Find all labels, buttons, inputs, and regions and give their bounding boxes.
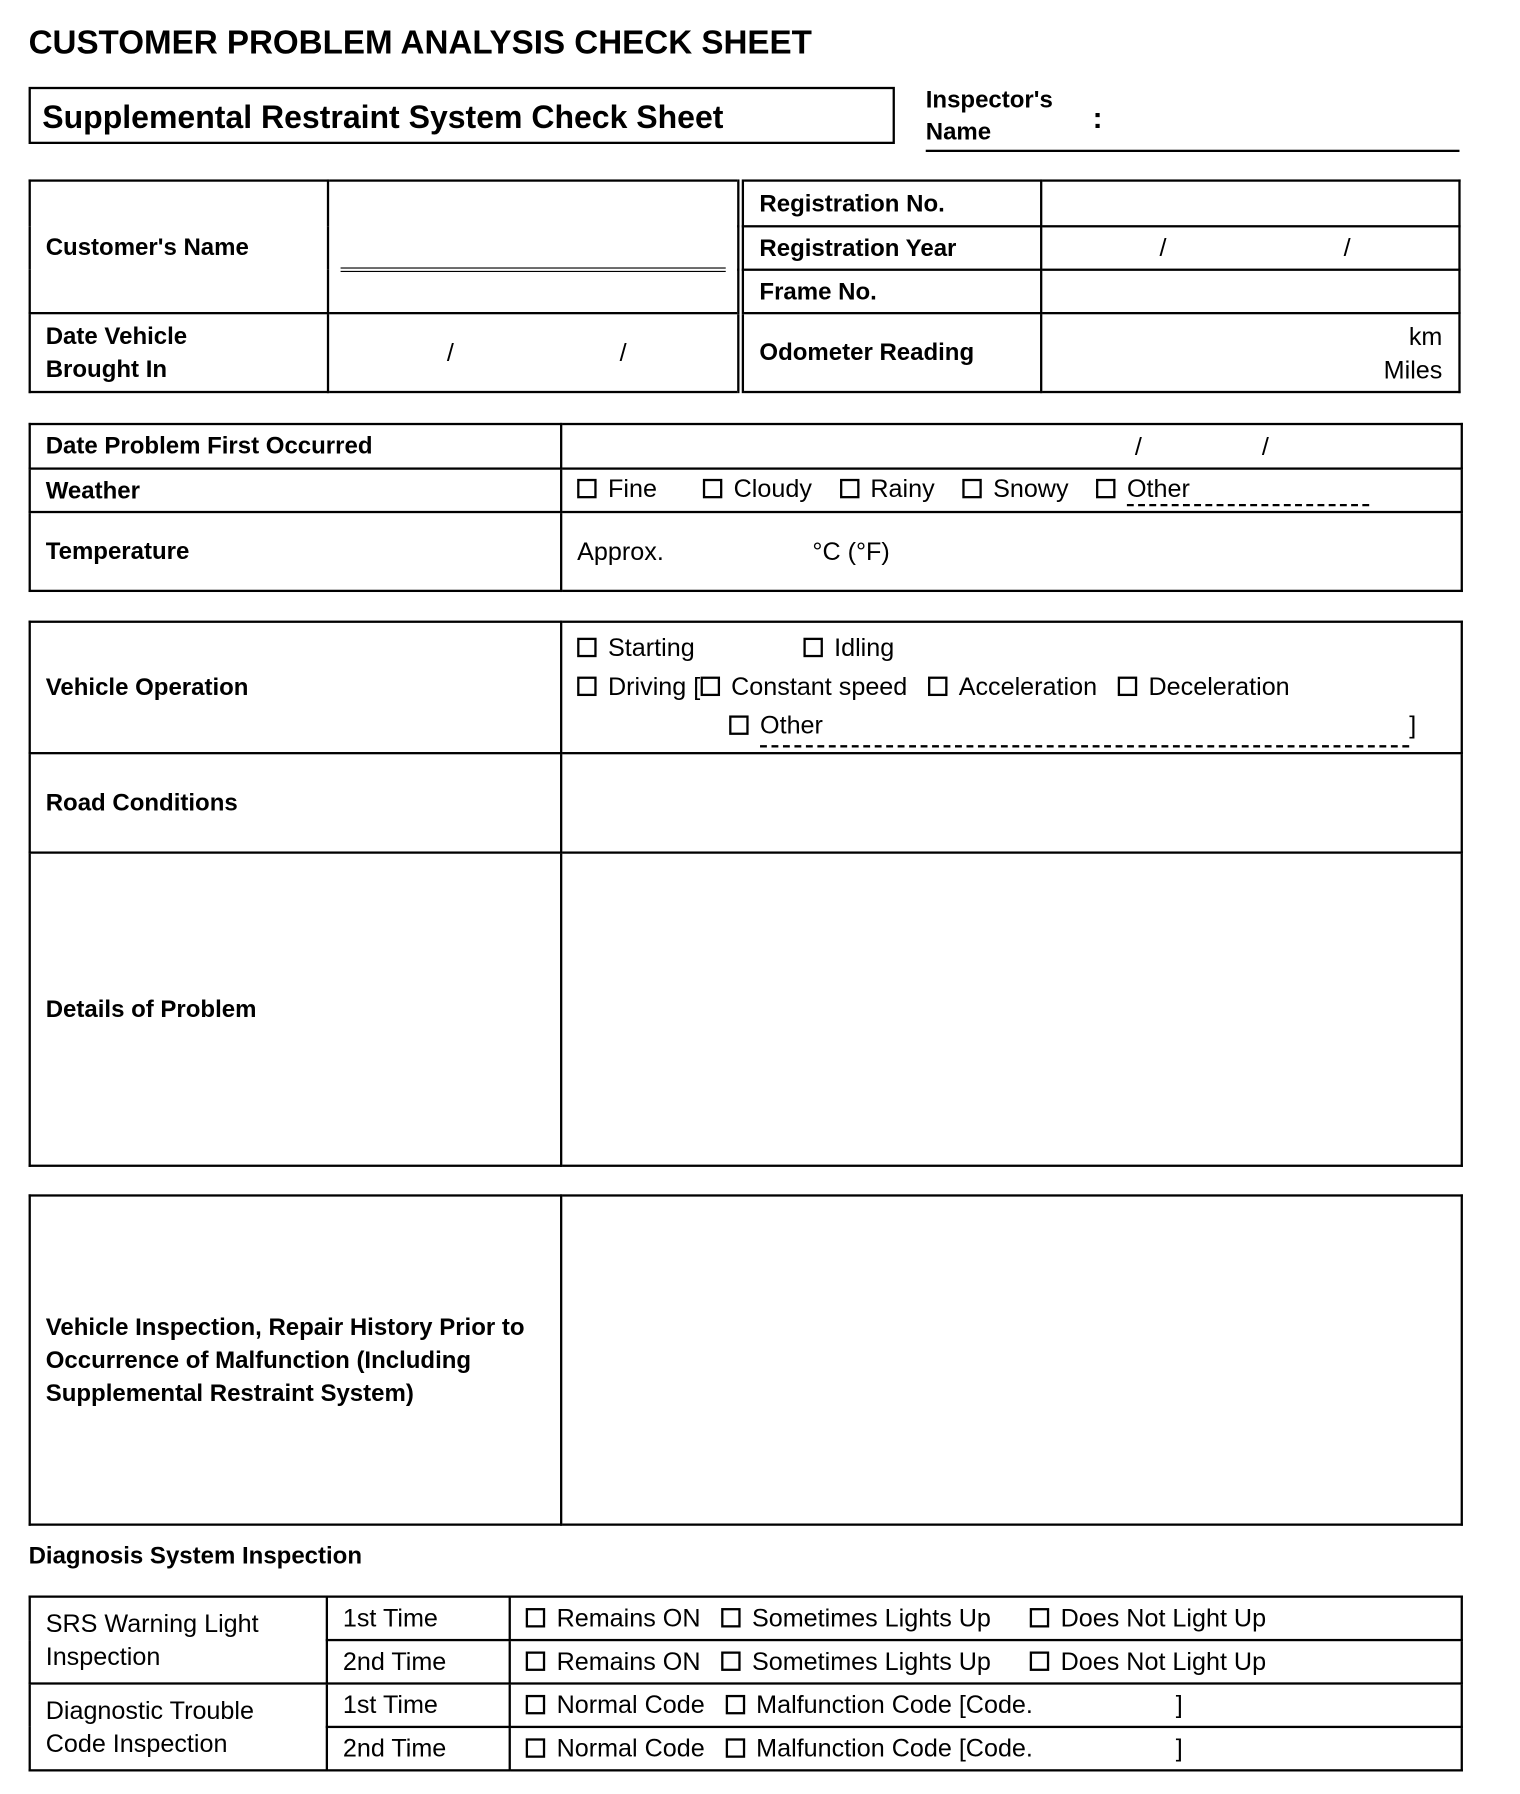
option-label: Does Not Light Up (1060, 1603, 1267, 1633)
customer-name-field[interactable] (328, 181, 741, 314)
label-line: Diagnostic Trouble (45, 1696, 254, 1725)
checkbox-icon[interactable] (721, 1608, 740, 1627)
option-label: Fine (608, 474, 657, 503)
malfunction-code-option[interactable] (725, 1734, 1033, 1763)
temperature-field[interactable] (561, 512, 1462, 591)
checkbox-icon[interactable] (962, 479, 981, 498)
op-driving[interactable] (577, 671, 686, 700)
vehicle-info-table (29, 179, 1461, 393)
weather-snowy[interactable] (962, 474, 1068, 503)
diagnosis-table (29, 1595, 1463, 1771)
checkbox-icon[interactable] (1118, 676, 1137, 695)
inspector-label-line1: Inspector's (925, 86, 1053, 114)
road-conditions-field[interactable] (561, 753, 1462, 852)
date-separator: / (1343, 233, 1351, 262)
miles-unit: Miles (1383, 354, 1443, 384)
sheet-title: CUSTOMER PROBLEM ANALYSIS CHECK SHEET (28, 25, 812, 62)
bracket: ] (1175, 1690, 1183, 1719)
option-label: Sometimes Lights Up (751, 1646, 991, 1676)
checkbox-icon[interactable] (803, 637, 822, 656)
diagnosis-title: Diagnosis System Inspection (28, 1542, 363, 1570)
op-other-field[interactable]: Other (760, 706, 1409, 747)
registration-year-field[interactable] (1041, 226, 1460, 269)
details-label: Details of Problem (30, 853, 561, 1166)
option-label: Deceleration (1148, 671, 1290, 701)
checkbox-icon[interactable] (839, 479, 858, 498)
checkbox-icon[interactable] (1030, 1608, 1049, 1627)
road-conditions-label: Road Conditions (30, 753, 561, 852)
date-brought-in-label (30, 313, 328, 392)
details-field[interactable] (561, 853, 1462, 1166)
op-deceleration[interactable] (1118, 671, 1290, 700)
srs-label (30, 1597, 327, 1684)
registration-no-field[interactable] (1041, 181, 1460, 227)
option-label: Snowy (993, 474, 1069, 503)
sheet-subtitle: Supplemental Restraint System Check Sheet (29, 87, 895, 144)
dtc-second-options (510, 1727, 1462, 1770)
op-constant-speed[interactable] (700, 671, 907, 700)
date-separator: / (1134, 431, 1142, 461)
option-label: Driving (608, 671, 687, 701)
km-unit: km (1408, 321, 1443, 351)
conditions-table (29, 423, 1463, 592)
op-idling[interactable] (803, 633, 894, 662)
label-line: Brought In (45, 356, 168, 383)
date-first-occurred-label: Date Problem First Occurred (30, 424, 561, 469)
date-separator: / (619, 337, 627, 367)
weather-rainy[interactable] (839, 474, 934, 503)
operation-table (29, 621, 1463, 1167)
label-line: SRS Warning Light (45, 1609, 259, 1638)
vehicle-operation-options (561, 622, 1462, 753)
checkbox-icon[interactable] (729, 715, 748, 734)
option-label: Normal Code (556, 1690, 705, 1719)
dtc-label (30, 1683, 327, 1770)
srs-second-label: 2nd Time (327, 1640, 510, 1683)
checkbox-icon[interactable] (700, 676, 719, 695)
odometer-field[interactable] (1041, 313, 1460, 392)
checkbox-icon[interactable] (1030, 1651, 1049, 1670)
registration-year-label: Registration Year (741, 226, 1040, 269)
op-other[interactable] (729, 710, 1409, 739)
checkbox-icon[interactable] (725, 1738, 744, 1757)
option-label: Rainy (870, 474, 935, 503)
normal-code-option[interactable] (526, 1690, 705, 1719)
checkbox-icon[interactable] (577, 479, 596, 498)
history-table (29, 1194, 1463, 1525)
checkbox-icon[interactable] (577, 676, 596, 695)
srs-first-options (510, 1597, 1462, 1640)
option-label: Malfunction Code [Code. (756, 1733, 1033, 1763)
weather-other[interactable] (1096, 474, 1369, 503)
history-label: Vehicle Inspection, Repair History Prior to Occurrence of Malfunction (Including Supplemental Restraint System) (30, 1195, 561, 1524)
checkbox-icon[interactable] (725, 1695, 744, 1714)
option-label: Normal Code (556, 1733, 705, 1763)
option-label: Sometimes Lights Up (751, 1603, 991, 1633)
weather-cloudy[interactable] (703, 474, 812, 503)
history-field[interactable] (561, 1195, 1462, 1524)
bracket: ] (1175, 1733, 1183, 1763)
vehicle-operation-label: Vehicle Operation (30, 622, 561, 753)
remains-on-option[interactable] (526, 1603, 701, 1632)
sometimes-option[interactable] (721, 1647, 991, 1676)
date-separator: / (1159, 233, 1167, 262)
srs-second-options (510, 1640, 1462, 1683)
bracket: ] (1409, 710, 1417, 739)
weather-options (561, 469, 1462, 512)
label-line: Inspection (45, 1642, 161, 1671)
checkbox-icon[interactable] (721, 1651, 740, 1670)
option-label: Constant speed (731, 671, 908, 701)
normal-code-option[interactable] (526, 1734, 705, 1763)
not-light-option[interactable] (1030, 1647, 1266, 1676)
checkbox-icon[interactable] (1096, 479, 1115, 498)
checkbox-icon[interactable] (703, 479, 722, 498)
frame-no-field[interactable] (1041, 270, 1460, 313)
inspector-label (926, 85, 1053, 149)
op-starting[interactable] (577, 633, 695, 662)
checkbox-icon[interactable] (526, 1608, 545, 1627)
odometer-label: Odometer Reading (741, 313, 1040, 392)
dtc-first-label: 1st Time (327, 1683, 510, 1726)
inspector-label-line2: Name (925, 118, 992, 146)
remains-on-option[interactable] (526, 1647, 701, 1676)
option-label: Remains ON (556, 1646, 701, 1676)
date-first-occurred-field[interactable] (561, 424, 1462, 469)
malfunction-code-option[interactable] (725, 1690, 1033, 1719)
option-label: Malfunction Code [Code. (756, 1690, 1033, 1719)
option-label: Starting (608, 632, 695, 662)
label-line: Date Vehicle (45, 322, 188, 350)
registration-no-label: Registration No. (741, 181, 1040, 227)
frame-no-label: Frame No. (741, 270, 1040, 313)
checkbox-icon[interactable] (526, 1738, 545, 1757)
srs-first-label: 1st Time (327, 1597, 510, 1640)
date-brought-in-field[interactable] (328, 313, 741, 392)
bracket: [ (693, 671, 701, 701)
option-label: Idling (834, 632, 895, 662)
date-separator: / (1261, 431, 1269, 461)
customer-name-label: Customer's Name (30, 181, 328, 314)
weather-label: Weather (30, 469, 561, 512)
weather-other-field[interactable]: Other (1127, 474, 1369, 506)
dtc-first-options (510, 1683, 1462, 1726)
option-label: Does Not Light Up (1060, 1646, 1267, 1676)
option-label: Remains ON (556, 1603, 701, 1633)
op-acceleration[interactable] (928, 671, 1097, 700)
label-line: Code Inspection (45, 1729, 228, 1758)
date-separator: / (446, 337, 454, 367)
option-label: Acceleration (958, 671, 1098, 701)
inspector-colon: : (1092, 100, 1103, 135)
approx-label: Approx. (577, 536, 664, 566)
checkbox-icon[interactable] (526, 1651, 545, 1670)
dtc-second-label: 2nd Time (327, 1727, 510, 1770)
temperature-unit: °C (°F) (812, 536, 890, 566)
checkbox-icon[interactable] (577, 637, 596, 656)
inspector-name-field[interactable] (926, 150, 1460, 152)
not-light-option[interactable] (1030, 1603, 1266, 1632)
checkbox-icon[interactable] (928, 676, 947, 695)
sometimes-option[interactable] (721, 1603, 991, 1632)
temperature-label: Temperature (30, 512, 561, 591)
checkbox-icon[interactable] (526, 1695, 545, 1714)
option-label: Cloudy (733, 474, 812, 503)
weather-fine[interactable] (577, 474, 657, 503)
